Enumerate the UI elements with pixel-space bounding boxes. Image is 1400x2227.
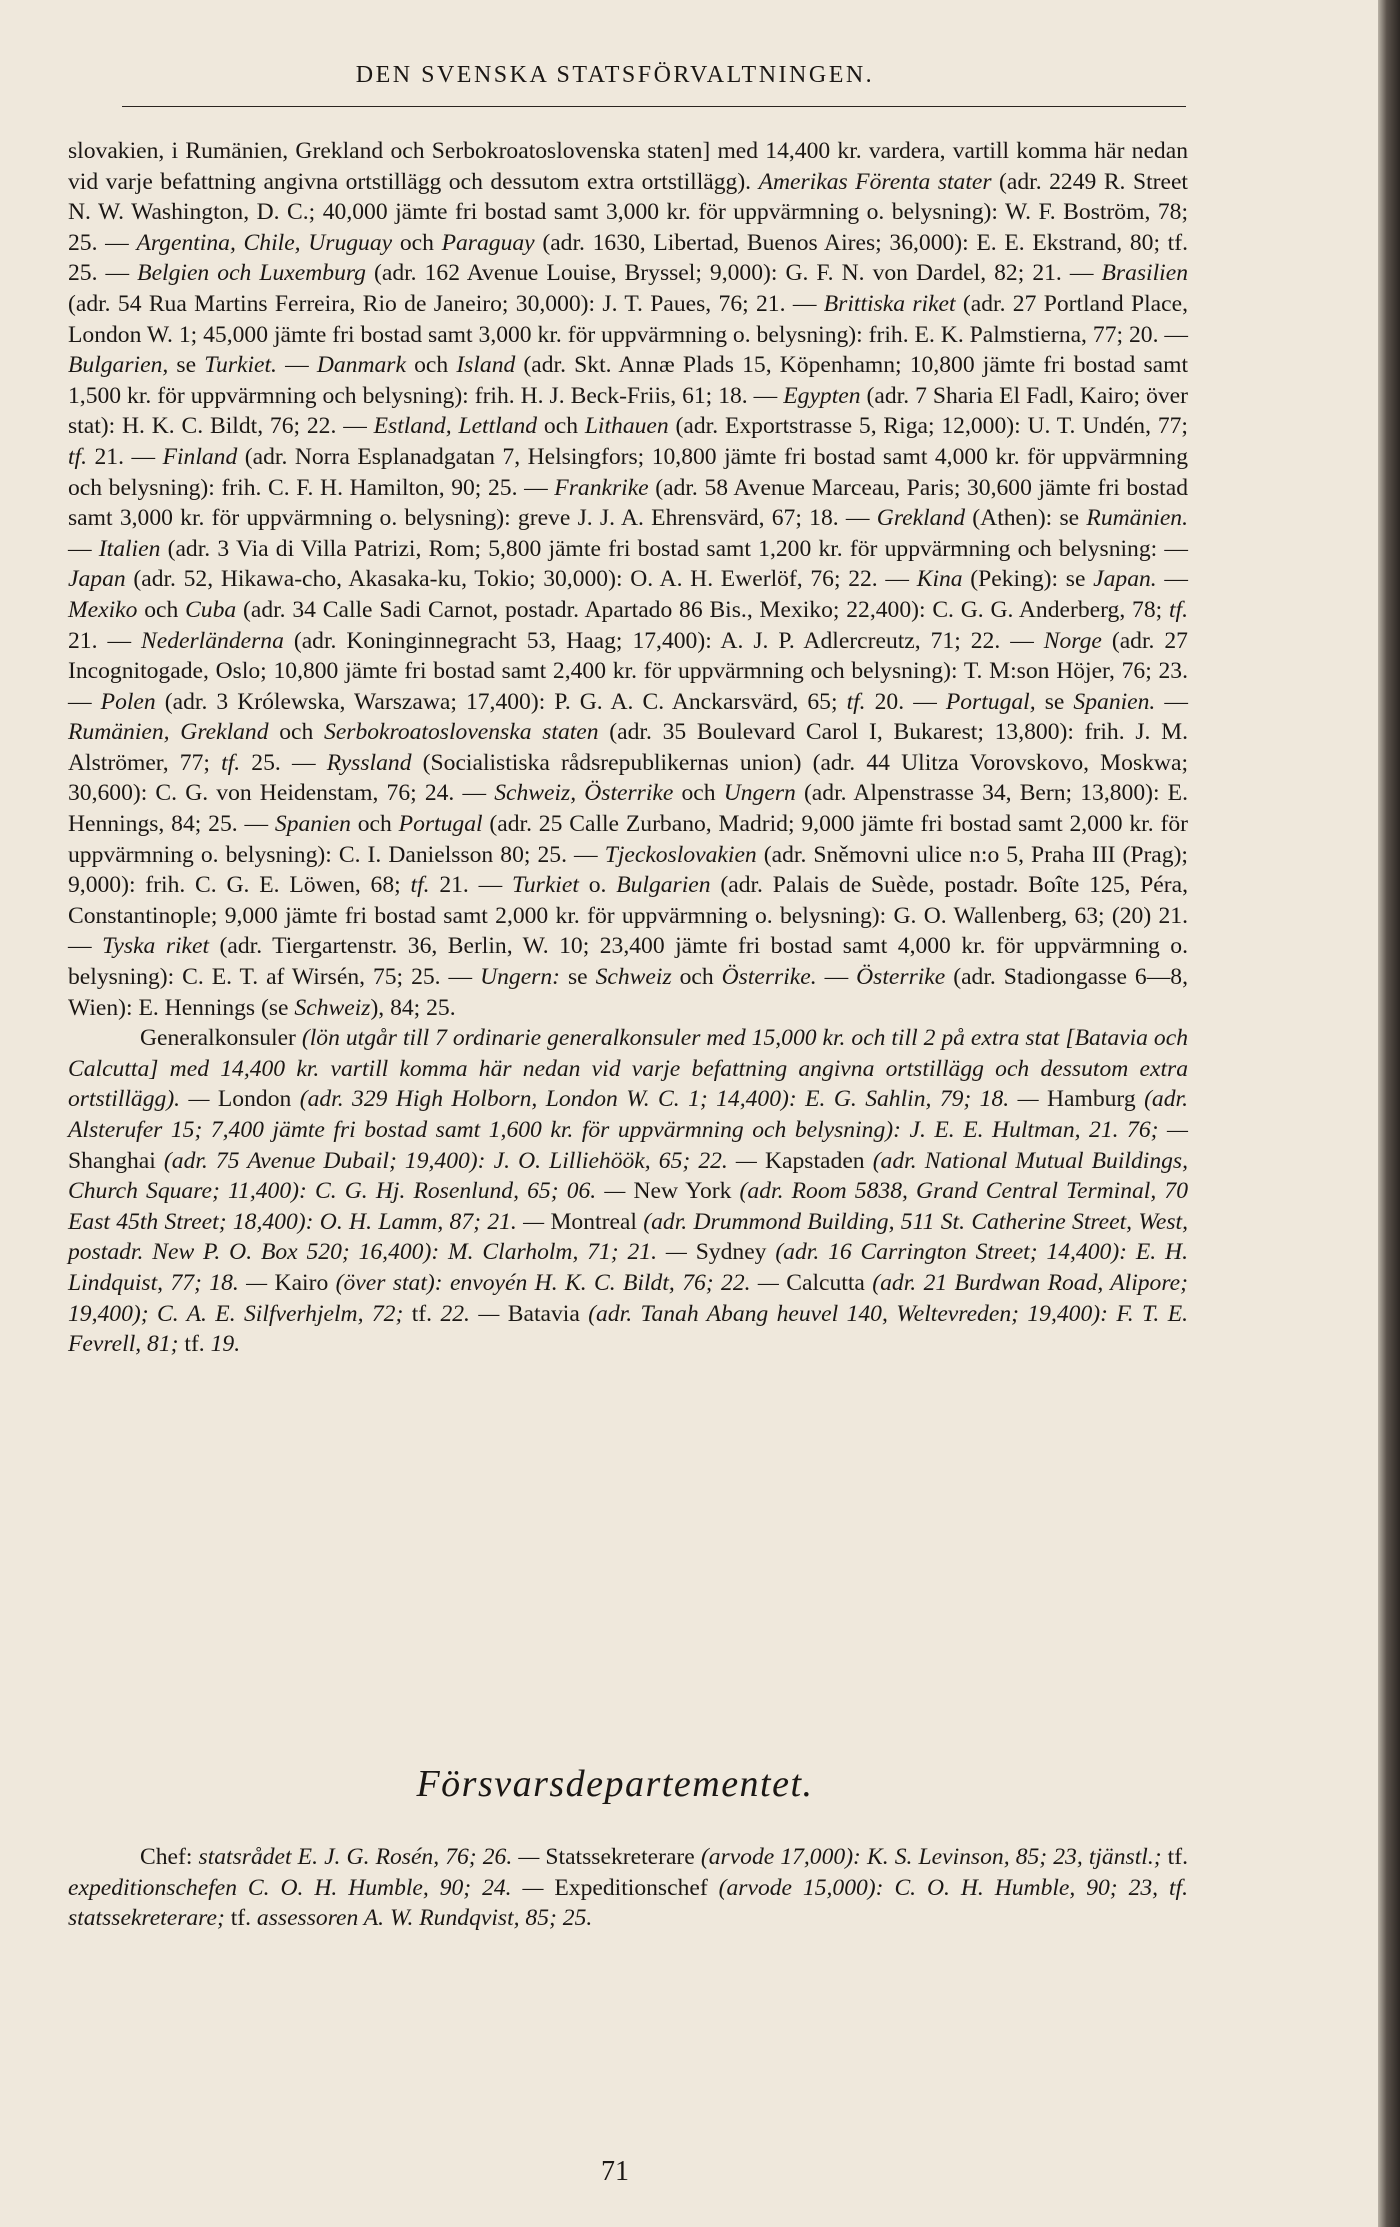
italic-run: Österrike bbox=[856, 964, 946, 991]
italic-run: Tyska riket bbox=[102, 933, 210, 960]
text-run: — bbox=[1156, 566, 1188, 593]
text-run: Montreal bbox=[550, 1208, 637, 1235]
italic-run: Spanien bbox=[274, 811, 351, 838]
legations-paragraph bbox=[68, 136, 1188, 1023]
italic-run: Schweiz bbox=[294, 994, 371, 1021]
text-run: (adr. 162 Avenue Louise, Bryssel; 9,000): G. F. N. von Dardel, 82; 21. — bbox=[365, 260, 1102, 287]
italic-run: (adr. Alsterufer 15; 7,400 jämte fri bostad samt 1,600 kr. för uppvärmning och belysning): J. E. E. Hultman, 21. 76; — bbox=[68, 1086, 1188, 1143]
text-run: — bbox=[68, 535, 99, 562]
text-run: ), 84; 25. bbox=[370, 994, 456, 1021]
text-run: Kapstaden bbox=[765, 1147, 865, 1174]
text-run: (adr. Tiergartenstr. 36, Berlin, W. 10; 23,400 jämte fri bostad samt 4,000 kr. för uppvärmning o. belysning): C. E. T. af Wirsén, 75; 25. — bbox=[68, 933, 1188, 991]
italic-run: Portugal, bbox=[945, 688, 1036, 715]
italic-run: Rumänien, Grekland bbox=[68, 719, 269, 746]
text-run: (adr. 27 Incognitogade, Oslo; 10,800 jämte fri bostad samt 2,400 kr. för uppvärmning och belysning): T. M:son Höjer, 76; 23. — bbox=[68, 627, 1188, 715]
italic-run: 19. bbox=[204, 1331, 241, 1358]
text-run: och bbox=[673, 780, 724, 807]
text-run: och bbox=[671, 964, 722, 991]
italic-run: Bulgarien, bbox=[68, 352, 169, 379]
text-run: (adr. 2249 R. Street N. W. Washington, D. C.; 40,000 jämte fri bostad samt 3,000 kr. för uppvärmning o. belysning): W. F. Boström, 78; 25. — bbox=[68, 168, 1188, 256]
main-text bbox=[68, 136, 1188, 1360]
text-run: Sydney bbox=[695, 1239, 767, 1266]
italic-run: Rumänien. bbox=[1086, 505, 1188, 532]
text-run: New York bbox=[633, 1178, 732, 1205]
italic-run: Österrike. bbox=[721, 964, 817, 991]
italic-run: Polen bbox=[100, 688, 156, 715]
italic-run: Nederländerna bbox=[141, 627, 284, 654]
italic-run: Island bbox=[456, 352, 516, 379]
text-run: (adr. Palais de Suède, postadr. Boîte 125, Péra, Constantinople; 9,000 jämte fri bostad samt 2,000 kr. för uppvärmning o. belysning): G. O. Wallenberg, 63; (20) 21. — bbox=[68, 872, 1189, 960]
text-run: Kairo bbox=[274, 1269, 329, 1296]
italic-run: Ryssland bbox=[326, 749, 412, 776]
text-run: och bbox=[392, 229, 442, 256]
italic-run: Mexiko bbox=[68, 596, 138, 623]
italic-run: Finland bbox=[162, 443, 238, 470]
italic-run: (arvode 15,000): C. O. H. Humble, 90; 23, tf. statssekreterare; bbox=[68, 1874, 1188, 1932]
text-run: Generalkonsuler bbox=[140, 1025, 296, 1052]
italic-run: Schweiz bbox=[595, 964, 672, 991]
page-number: 71 bbox=[601, 2156, 629, 2187]
section-text bbox=[68, 1842, 1188, 1934]
text-run: (adr. 7 Sharia El Fadl, Kairo; över stat): H. K. C. Bildt, 76; 22. — bbox=[68, 382, 1188, 440]
text-run: och bbox=[537, 413, 585, 440]
text-run: — bbox=[276, 352, 317, 379]
text-run: (Peking): se bbox=[962, 566, 1094, 593]
text-run: (adr. 35 Boulevard Carol I, Bukarest; 13,800): frih. J. M. Alströmer, 77; bbox=[68, 719, 1188, 776]
italic-run: tf. bbox=[846, 688, 866, 715]
italic-run: 22. — bbox=[432, 1300, 508, 1327]
text-run: Batavia bbox=[507, 1300, 580, 1327]
italic-run: Danmark bbox=[316, 352, 406, 379]
italic-run: Argentina, Chile, Uruguay bbox=[136, 229, 393, 256]
text-run: slovakien, i Rumänien, Grekland och Serbokroatoslovenska staten] med 14,400 kr. vardera, vartill komma här nedan vid varje befattning angivna ortstillägg och dessutom extra ortstillägg). bbox=[68, 138, 1188, 195]
italic-run: Tjeckoslovakien bbox=[604, 841, 757, 868]
italic-run: (adr. 75 Avenue Dubail; 19,400): J. O. Lilliehöök, 65; 22. — bbox=[155, 1147, 765, 1174]
italic-run: (adr. 16 Carrington Street; 14,400): E. H. Lindquist, 77; 18. — bbox=[68, 1239, 1188, 1296]
italic-run: Kina bbox=[916, 566, 963, 593]
text-run: (adr. Skt. Annæ Plads 15, Köpenhamn; 10,800 jämte fri bostad samt 1,500 kr. för uppvärmning och belysning): frih. H. J. Beck-Friis, 61; 18. — bbox=[68, 352, 1189, 409]
italic-run: Amerikas Förenta stater bbox=[758, 168, 992, 195]
italic-run: Serbokroatoslovenska staten bbox=[324, 719, 599, 746]
italic-run: Ungern: bbox=[480, 964, 561, 991]
consuls-paragraph bbox=[68, 1023, 1188, 1360]
italic-run: Turkiet. bbox=[204, 352, 277, 379]
text-run: (adr. 27 Portland Place, London W. 1; 45,000 jämte fri bostad samt 3,000 kr. för uppvärmning o. belysning): frih. E. K. Palmstierna, 77; 20. — bbox=[68, 290, 1188, 348]
text-run: (Athen): se bbox=[965, 505, 1087, 532]
italic-run: Schweiz, Österrike bbox=[494, 780, 674, 807]
italic-run: (adr. 21 Burdwan Road, Alipore; 19,400); C. A. E. Silfverhjelm, 72; bbox=[68, 1269, 1188, 1327]
italic-run: Egypten bbox=[783, 382, 861, 409]
italic-run: Japan bbox=[68, 566, 126, 593]
text-run: 21. — bbox=[87, 443, 163, 470]
text-run: (Socialistiska rådsrepublikernas union) (adr. 44 Ulitza Vorovskovo, Moskwa; 30,600): C. G. von Heidenstam, 76; 24. — bbox=[68, 749, 1188, 807]
text-run: Hamburg bbox=[1046, 1086, 1136, 1113]
italic-run: Estland, Lettland bbox=[373, 413, 538, 440]
text-run: (adr. Sněmovni ulice n:o 5, Praha III (Prag); 9,000): frih. C. G. E. Löwen, 68; bbox=[68, 841, 1188, 899]
text-run: 21. — bbox=[68, 627, 142, 654]
text-run: (adr. Stadiongasse 6—8, Wien): E. Hennings (se bbox=[68, 964, 1188, 1021]
italic-run: expeditionschefen C. O. H. Humble, 90; 24. — bbox=[68, 1874, 555, 1901]
italic-run: tf. bbox=[1168, 596, 1188, 623]
page-edge bbox=[1378, 0, 1400, 2227]
text-run: (adr. 3 Via di Villa Patrizi, Rom; 5,800 jämte fri bostad samt 1,200 kr. för uppvärmning och belysning: — bbox=[160, 535, 1188, 562]
italic-run: Frankrike bbox=[554, 474, 649, 501]
text-run: och bbox=[268, 719, 325, 746]
italic-run: Norge bbox=[1043, 627, 1102, 654]
italic-run: Ungern bbox=[723, 780, 796, 807]
text-run: och bbox=[137, 596, 186, 623]
text-run: tf. bbox=[184, 1331, 205, 1358]
italic-run: (adr. Drummond Building, 511 St. Catherine Street, West, postadr. New P. O. Box 520; 16,400): M. Clarholm, 71; 21. — bbox=[68, 1208, 1189, 1266]
italic-run: Spanien. bbox=[1073, 688, 1156, 715]
text-run: och bbox=[405, 352, 457, 379]
text-run: tf. bbox=[230, 1905, 252, 1932]
text-run: (adr. 54 Rua Martins Ferreira, Rio de Janeiro; 30,000): J. T. Paues, 76; 21. — bbox=[68, 290, 824, 317]
section-heading: Försvarsdepartementet. bbox=[416, 1763, 814, 1805]
text-run: o. bbox=[578, 872, 617, 899]
italic-run: Turkiet bbox=[512, 872, 579, 899]
text-run: se bbox=[1035, 688, 1074, 715]
running-head: DEN SVENSKA STATSFÖRVALTNINGEN. bbox=[355, 62, 875, 88]
italic-run: Portugal bbox=[398, 811, 483, 838]
text-run: och bbox=[350, 811, 399, 838]
italic-run: Japan. bbox=[1093, 566, 1157, 593]
text-run: Chef: bbox=[140, 1844, 193, 1870]
section-paragraph bbox=[68, 1842, 1188, 1934]
text-run: tf. bbox=[1167, 1844, 1188, 1870]
italic-run: tf. bbox=[410, 872, 430, 899]
text-run: 25. — bbox=[240, 749, 327, 776]
italic-run: (arvode 17,000): K. S. Levinson, 85; 23, tjänstl.; bbox=[694, 1844, 1168, 1870]
italic-run: (adr. Room 5838, Grand Central Terminal, 70 East 45th Street; 18,400): O. H. Lamm, 87; 21. — bbox=[68, 1178, 1188, 1235]
text-run: (adr. 52, Hikawa-cho, Akasaka-ku, Tokio; 30,000): O. A. H. Ewerlöf, 76; 22. — bbox=[125, 566, 917, 593]
text-run: tf. bbox=[411, 1300, 433, 1327]
text-run: (adr. 3 Królewska, Warszawa; 17,400): P. G. A. C. Anckarsvärd, 65; bbox=[155, 688, 847, 715]
text-run: Expeditionschef bbox=[554, 1874, 708, 1901]
italic-run: Lithauen bbox=[584, 413, 669, 440]
text-run: 20. — bbox=[865, 688, 946, 715]
text-run: (adr. Exportstrasse 5, Riga; 12,000): U. T. Undén, 77; bbox=[668, 413, 1188, 440]
italic-run: (adr. Tanah Abang heuvel 140, Weltevreden; 19,400): F. T. E. Fevrell, 81; bbox=[68, 1300, 1189, 1358]
italic-run: (lön utgår till 7 ordinarie generalkonsuler med 15,000 kr. och till 2 på extra stat [Batavia och Calcutta] med 14,400 kr. vartill komma här nedan vid varje befattning angivna ortstillägg och dessutom extra ortstillägg). — bbox=[68, 1025, 1188, 1113]
italic-run: Cuba bbox=[185, 596, 237, 623]
text-run: (adr. Koninginnegracht 53, Haag; 17,400): A. J. P. Adlercreutz, 71; 22. — bbox=[283, 627, 1044, 654]
text-run: Calcutta bbox=[786, 1269, 865, 1296]
italic-run: Bulgarien bbox=[616, 872, 711, 899]
italic-run: Belgien och Luxemburg bbox=[137, 260, 366, 287]
text-run: (adr. Alpenstrasse 34, Bern; 13,800): E. Hennings, 84; 25. — bbox=[68, 780, 1188, 838]
italic-run: Brasilien bbox=[1101, 260, 1188, 287]
italic-run: Brittiska riket bbox=[823, 290, 956, 317]
text-run: (adr. 1630, Libertad, Buenos Aires; 36,000): E. E. Ekstrand, 80; tf. 25. — bbox=[68, 229, 1188, 287]
text-run: Shanghai bbox=[68, 1147, 156, 1174]
italic-run: assessoren A. W. Rundqvist, 85; 25. bbox=[251, 1905, 593, 1932]
italic-run: Italien bbox=[98, 535, 161, 562]
text-run: London bbox=[217, 1086, 292, 1113]
text-run: se bbox=[560, 964, 596, 991]
text-run: (adr. 58 Avenue Marceau, Paris; 30,600 jämte fri bostad samt 3,000 kr. för uppvärmning o. belysning): greve J. J. A. Ehrensvärd, 67; 18. — bbox=[68, 474, 1188, 532]
text-run: 21. — bbox=[429, 872, 513, 899]
text-run: (adr. 25 Calle Zurbano, Madrid; 9,000 jämte fri bostad samt 2,000 kr. för uppvärmning o. belysning): C. I. Danielsson 80; 25. — bbox=[68, 811, 1188, 868]
text-run: — bbox=[1155, 688, 1188, 715]
text-run: (adr. 34 Calle Sadi Carnot, postadr. Apartado 86 Bis., Mexiko; 22,400): C. G. G. Anderberg, 78; bbox=[236, 596, 1169, 623]
text-run: (adr. Norra Esplanadgatan 7, Helsingfors; 10,800 jämte fri bostad samt 4,000 kr. för uppvärmning och belysning): frih. C. F. H. Hamilton, 90; 25. — bbox=[68, 443, 1188, 501]
italic-run: tf. bbox=[221, 749, 241, 776]
text-run: se bbox=[168, 352, 205, 379]
header-rule bbox=[122, 106, 1186, 107]
italic-run: tf. bbox=[68, 443, 88, 470]
italic-run: Grekland bbox=[876, 505, 966, 532]
italic-run: (adr. 329 High Holborn, London W. C. 1; 14,400): E. G. Sahlin, 79; 18. — bbox=[291, 1086, 1047, 1113]
text-run: Statssekreterare bbox=[545, 1844, 695, 1870]
italic-run: Paraguay bbox=[441, 229, 535, 256]
italic-run: (adr. National Mutual Buildings, Church Square; 11,400): C. G. Hj. Rosenlund, 65; 06. — bbox=[68, 1147, 1188, 1205]
italic-run: statsrådet E. J. G. Rosén, 76; 26. — bbox=[192, 1844, 546, 1870]
text-run: — bbox=[816, 964, 857, 991]
italic-run: (över stat): envoyén H. K. C. Bildt, 76; 22. — bbox=[328, 1269, 787, 1296]
